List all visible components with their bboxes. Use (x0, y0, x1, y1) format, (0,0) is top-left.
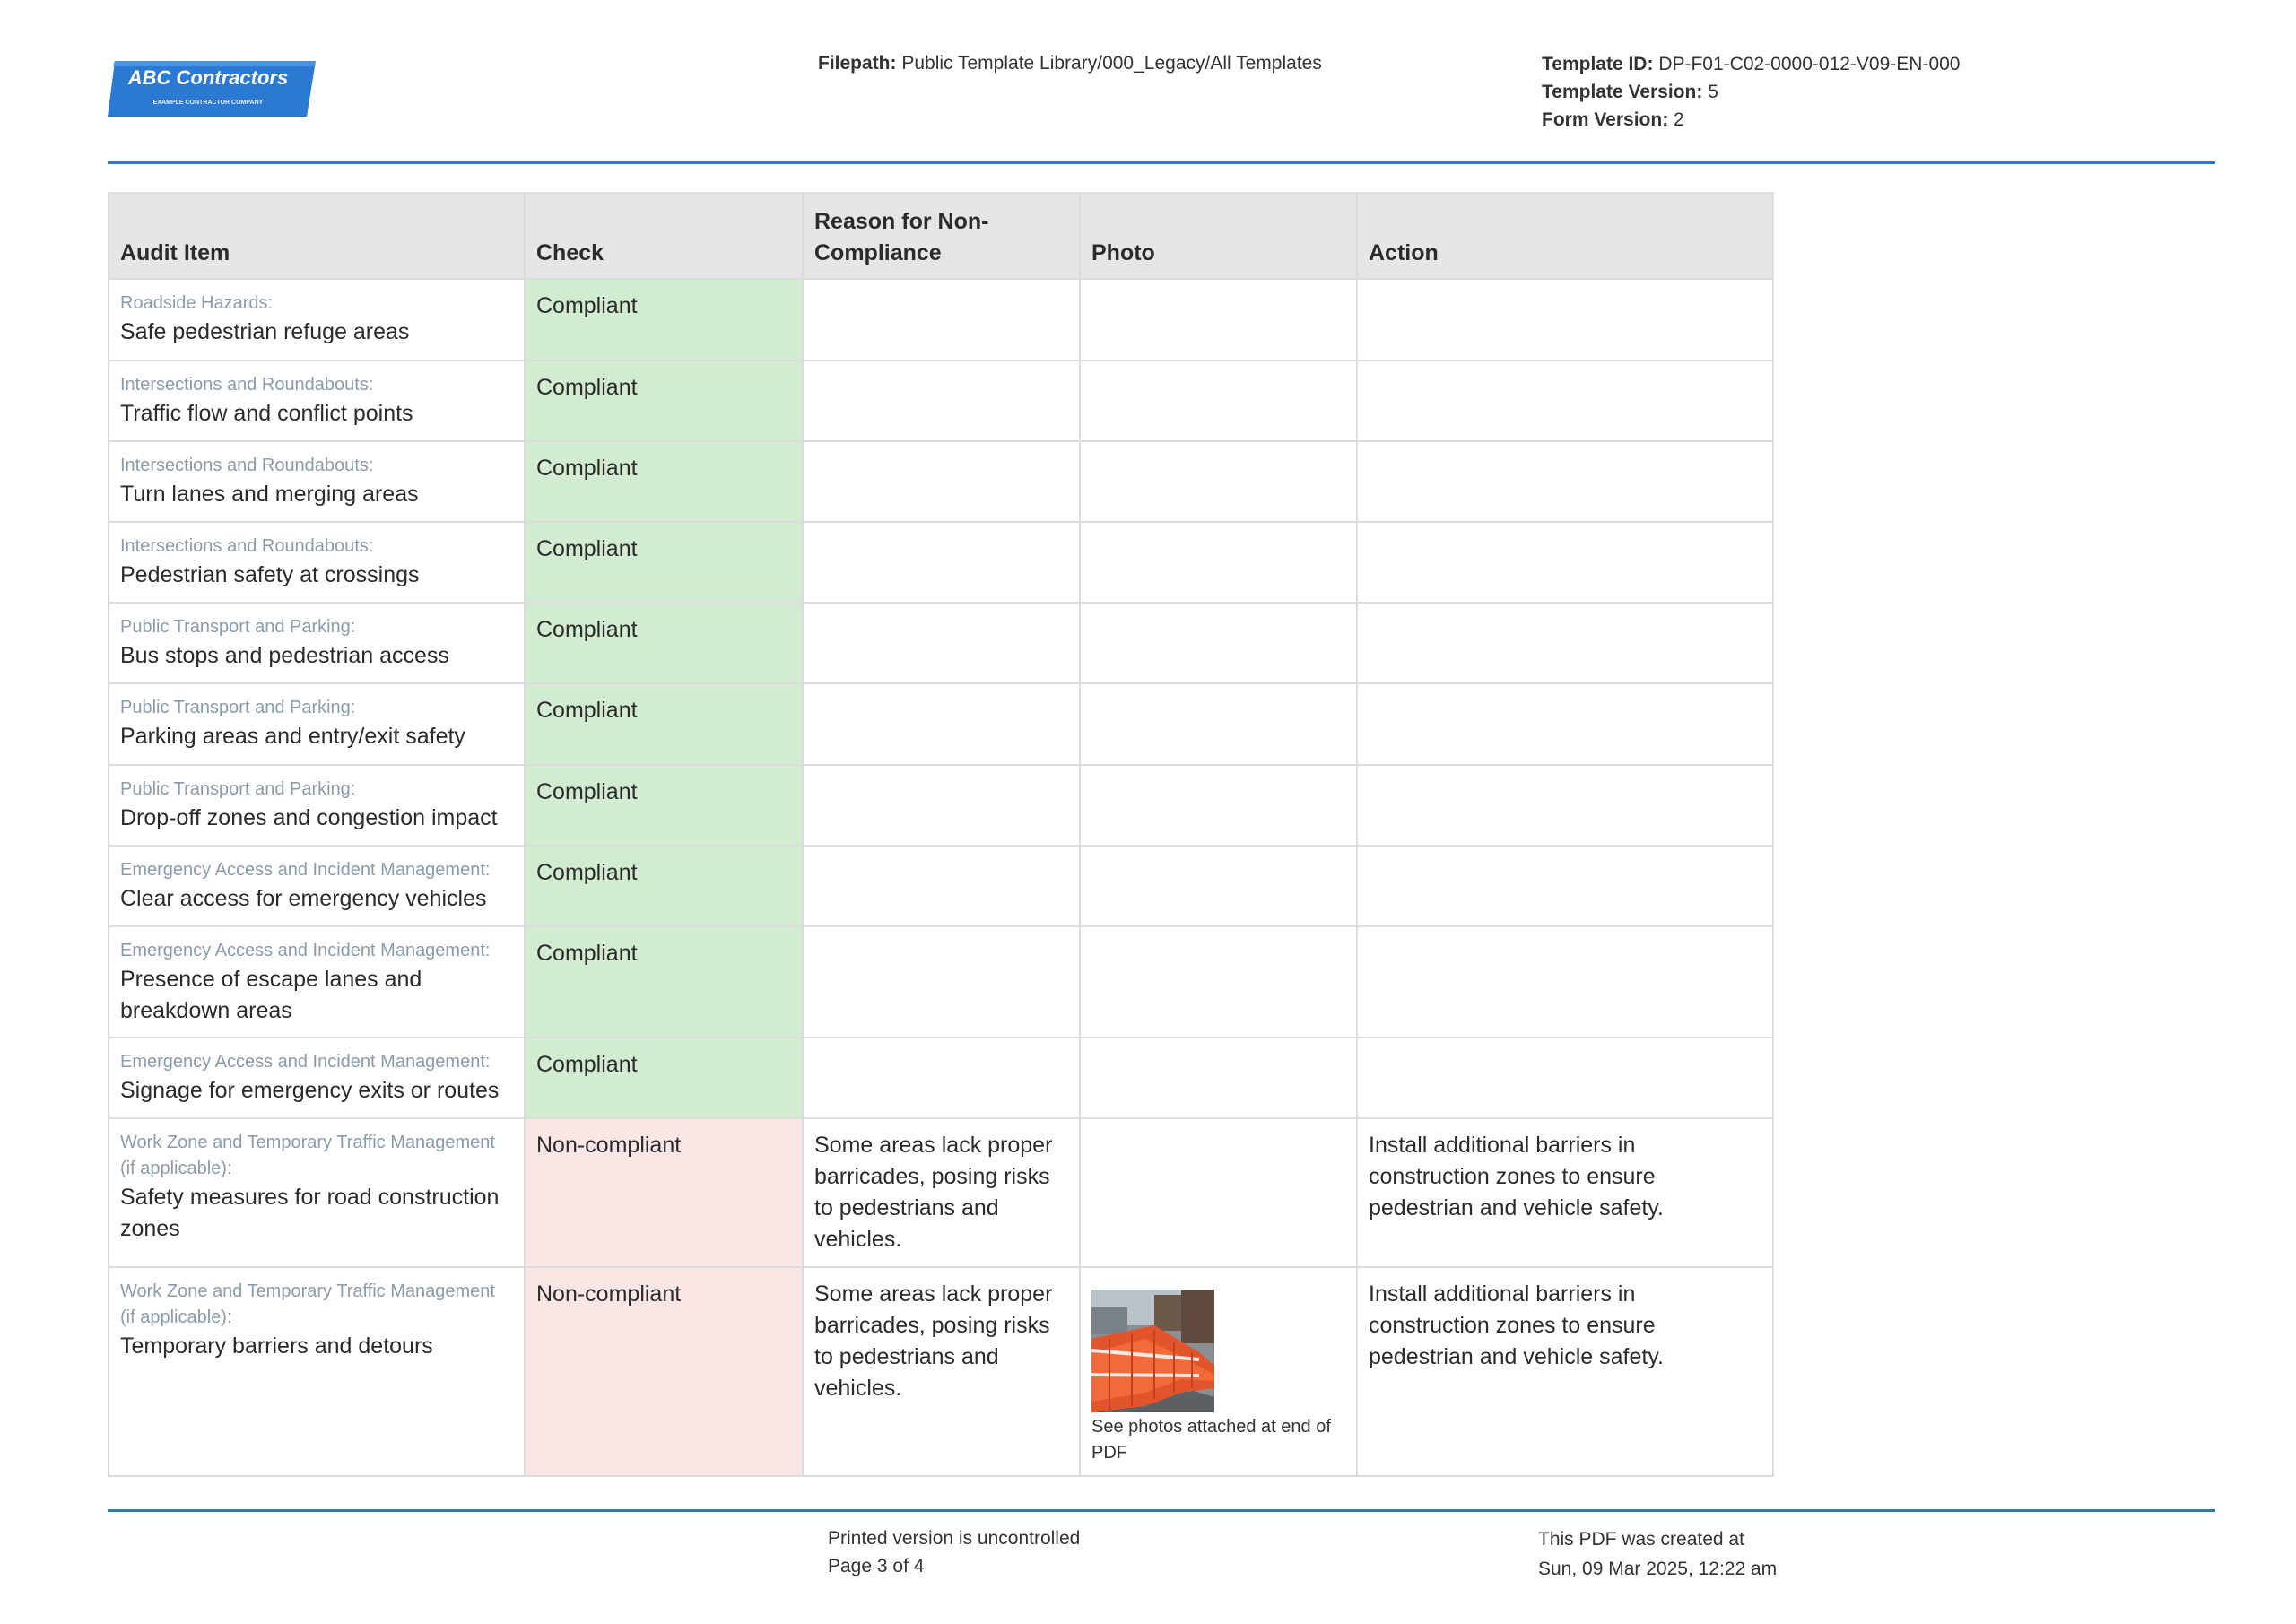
action-cell (1357, 522, 1773, 603)
action-cell (1357, 765, 1773, 846)
table-row (109, 441, 1773, 522)
action-cell (1357, 279, 1773, 360)
page-number: Page 3 of 4 (828, 1556, 925, 1576)
check-status: Compliant (525, 603, 803, 683)
audit-item-cell (109, 683, 525, 765)
audit-item-cell (109, 441, 525, 522)
form-version-label: Form Version: (1542, 109, 1669, 130)
template-id-label: Template ID: (1542, 54, 1654, 74)
audit-item-cell (109, 765, 525, 846)
check-status: Compliant (525, 360, 803, 441)
filepath-block (818, 50, 1322, 77)
audit-table (108, 192, 1774, 1477)
footer-divider (108, 1509, 2215, 1512)
reason-cell (803, 360, 1080, 441)
check-status: Compliant (525, 522, 803, 603)
item-label: Turn lanes and merging areas (120, 482, 419, 507)
category-label: Roadside Hazards: (120, 293, 274, 313)
audit-item-cell (109, 926, 525, 1038)
photo-cell (1080, 683, 1357, 765)
audit-item-cell (109, 522, 525, 603)
template-version-value: 5 (1708, 82, 1718, 102)
photo-cell (1080, 1267, 1357, 1476)
photo-cell (1080, 846, 1357, 926)
category-label: Emergency Access and Incident Management: (120, 860, 491, 880)
action-cell: Install additional barriers in construction zones to ensure pedestrian and vehicle safety. (1357, 1118, 1773, 1267)
photo-cell (1080, 441, 1357, 522)
table-row (109, 926, 1773, 1038)
photo-cell (1080, 1038, 1357, 1118)
col-header-check: Check (525, 193, 803, 279)
table-header-row (109, 193, 1773, 279)
action-cell (1357, 441, 1773, 522)
photo-attachment[interactable] (1091, 1290, 1345, 1412)
svg-text:EXAMPLE CONTRACTOR COMPANY: EXAMPLE CONTRACTOR COMPANY (152, 100, 264, 106)
col-header-action: Action (1357, 193, 1773, 279)
category-label: Emergency Access and Incident Management: (120, 1052, 491, 1072)
item-label: Presence of escape lanes and breakdown areas (120, 967, 422, 1023)
reason-cell (803, 522, 1080, 603)
item-label: Pedestrian safety at crossings (120, 562, 420, 587)
check-status: Compliant (525, 765, 803, 846)
action-cell (1357, 360, 1773, 441)
check-status: Compliant (525, 279, 803, 360)
audit-item-cell (109, 279, 525, 360)
reason-cell (803, 1038, 1080, 1118)
photo-cell (1080, 926, 1357, 1038)
action-cell (1357, 683, 1773, 765)
action-cell (1357, 926, 1773, 1038)
table-row (109, 683, 1773, 765)
form-version-value: 2 (1674, 109, 1684, 130)
audit-item-cell (109, 1267, 525, 1476)
svg-text:ABC Contractors: ABC Contractors (127, 66, 289, 89)
item-label: Drop-off zones and congestion impact (120, 805, 498, 830)
table-row (109, 1267, 1773, 1476)
table-row (109, 603, 1773, 683)
barrier-photo[interactable] (1091, 1290, 1214, 1412)
item-label: Temporary barriers and detours (120, 1333, 433, 1359)
audit-item-cell (109, 603, 525, 683)
table-row (109, 1038, 1773, 1118)
filepath-value: Public Template Library/000_Legacy/All Templates (901, 53, 1322, 74)
check-status: Compliant (525, 926, 803, 1038)
item-label: Bus stops and pedestrian access (120, 643, 449, 668)
table-row (109, 1118, 1773, 1267)
reason-cell (803, 683, 1080, 765)
photo-cell (1080, 360, 1357, 441)
category-label: Public Transport and Parking: (120, 698, 356, 717)
item-label: Clear access for emergency vehicles (120, 886, 487, 911)
created-date: Sun, 09 Mar 2025, 12:22 am (1538, 1559, 1778, 1579)
table-row (109, 279, 1773, 360)
created-label: This PDF was created at (1538, 1529, 1744, 1550)
photo-cell (1080, 279, 1357, 360)
col-header-reason: Reason for Non-Compliance (803, 193, 1080, 279)
header-divider (108, 161, 2215, 164)
photo-cell (1080, 603, 1357, 683)
footer-uncontrolled (828, 1524, 1080, 1580)
table-row (109, 765, 1773, 846)
reason-cell (803, 603, 1080, 683)
reason-cell (803, 279, 1080, 360)
item-label: Safety measures for road construction zones (120, 1185, 500, 1241)
audit-item-cell (109, 846, 525, 926)
category-label: Emergency Access and Incident Management: (120, 941, 491, 960)
table-row (109, 522, 1773, 603)
template-info (1542, 50, 1960, 134)
check-status: Compliant (525, 1038, 803, 1118)
footer-created (1538, 1524, 1777, 1584)
reason-cell (803, 846, 1080, 926)
check-status: Compliant (525, 683, 803, 765)
check-status: Compliant (525, 441, 803, 522)
reason-cell: Some areas lack proper barricades, posing risks to pedestrians and vehicles. (803, 1267, 1080, 1476)
audit-item-cell (109, 1038, 525, 1118)
reason-cell (803, 441, 1080, 522)
item-label: Signage for emergency exits or routes (120, 1078, 500, 1103)
category-label: Public Transport and Parking: (120, 779, 356, 799)
category-label: Intersections and Roundabouts: (120, 375, 374, 395)
check-status: Compliant (525, 846, 803, 926)
action-cell (1357, 846, 1773, 926)
action-cell (1357, 603, 1773, 683)
company-logo (108, 59, 316, 118)
photo-caption: See photos attached at end of PDF (1091, 1417, 1331, 1463)
category-label: Intersections and Roundabouts: (120, 536, 374, 556)
table-row (109, 846, 1773, 926)
table-row (109, 360, 1773, 441)
check-status: Non-compliant (525, 1118, 803, 1267)
item-label: Safe pedestrian refuge areas (120, 319, 410, 344)
action-cell: Install additional barriers in construction zones to ensure pedestrian and vehicle safety. (1357, 1267, 1773, 1476)
reason-cell (803, 765, 1080, 846)
category-label: Public Transport and Parking: (120, 617, 356, 637)
category-label: Work Zone and Temporary Traffic Management (if applicable): (120, 1281, 495, 1327)
category-label: Intersections and Roundabouts: (120, 456, 374, 475)
action-cell (1357, 1038, 1773, 1118)
uncontrolled-notice: Printed version is uncontrolled (828, 1528, 1081, 1549)
template-id-value: DP-F01-C02-0000-012-V09-EN-000 (1658, 54, 1961, 74)
reason-cell (803, 926, 1080, 1038)
reason-cell: Some areas lack proper barricades, posing risks to pedestrians and vehicles. (803, 1118, 1080, 1267)
item-label: Parking areas and entry/exit safety (120, 724, 465, 749)
photo-cell (1080, 1118, 1357, 1267)
category-label: Work Zone and Temporary Traffic Management (if applicable): (120, 1133, 495, 1178)
photo-cell (1080, 522, 1357, 603)
filepath-label: Filepath: (818, 53, 897, 74)
template-version-label: Template Version: (1542, 82, 1703, 102)
audit-item-cell (109, 360, 525, 441)
check-status: Non-compliant (525, 1267, 803, 1476)
item-label: Traffic flow and conflict points (120, 401, 413, 426)
col-header-audit-item: Audit Item (109, 193, 525, 279)
photo-cell (1080, 765, 1357, 846)
audit-item-cell (109, 1118, 525, 1267)
col-header-photo: Photo (1080, 193, 1357, 279)
